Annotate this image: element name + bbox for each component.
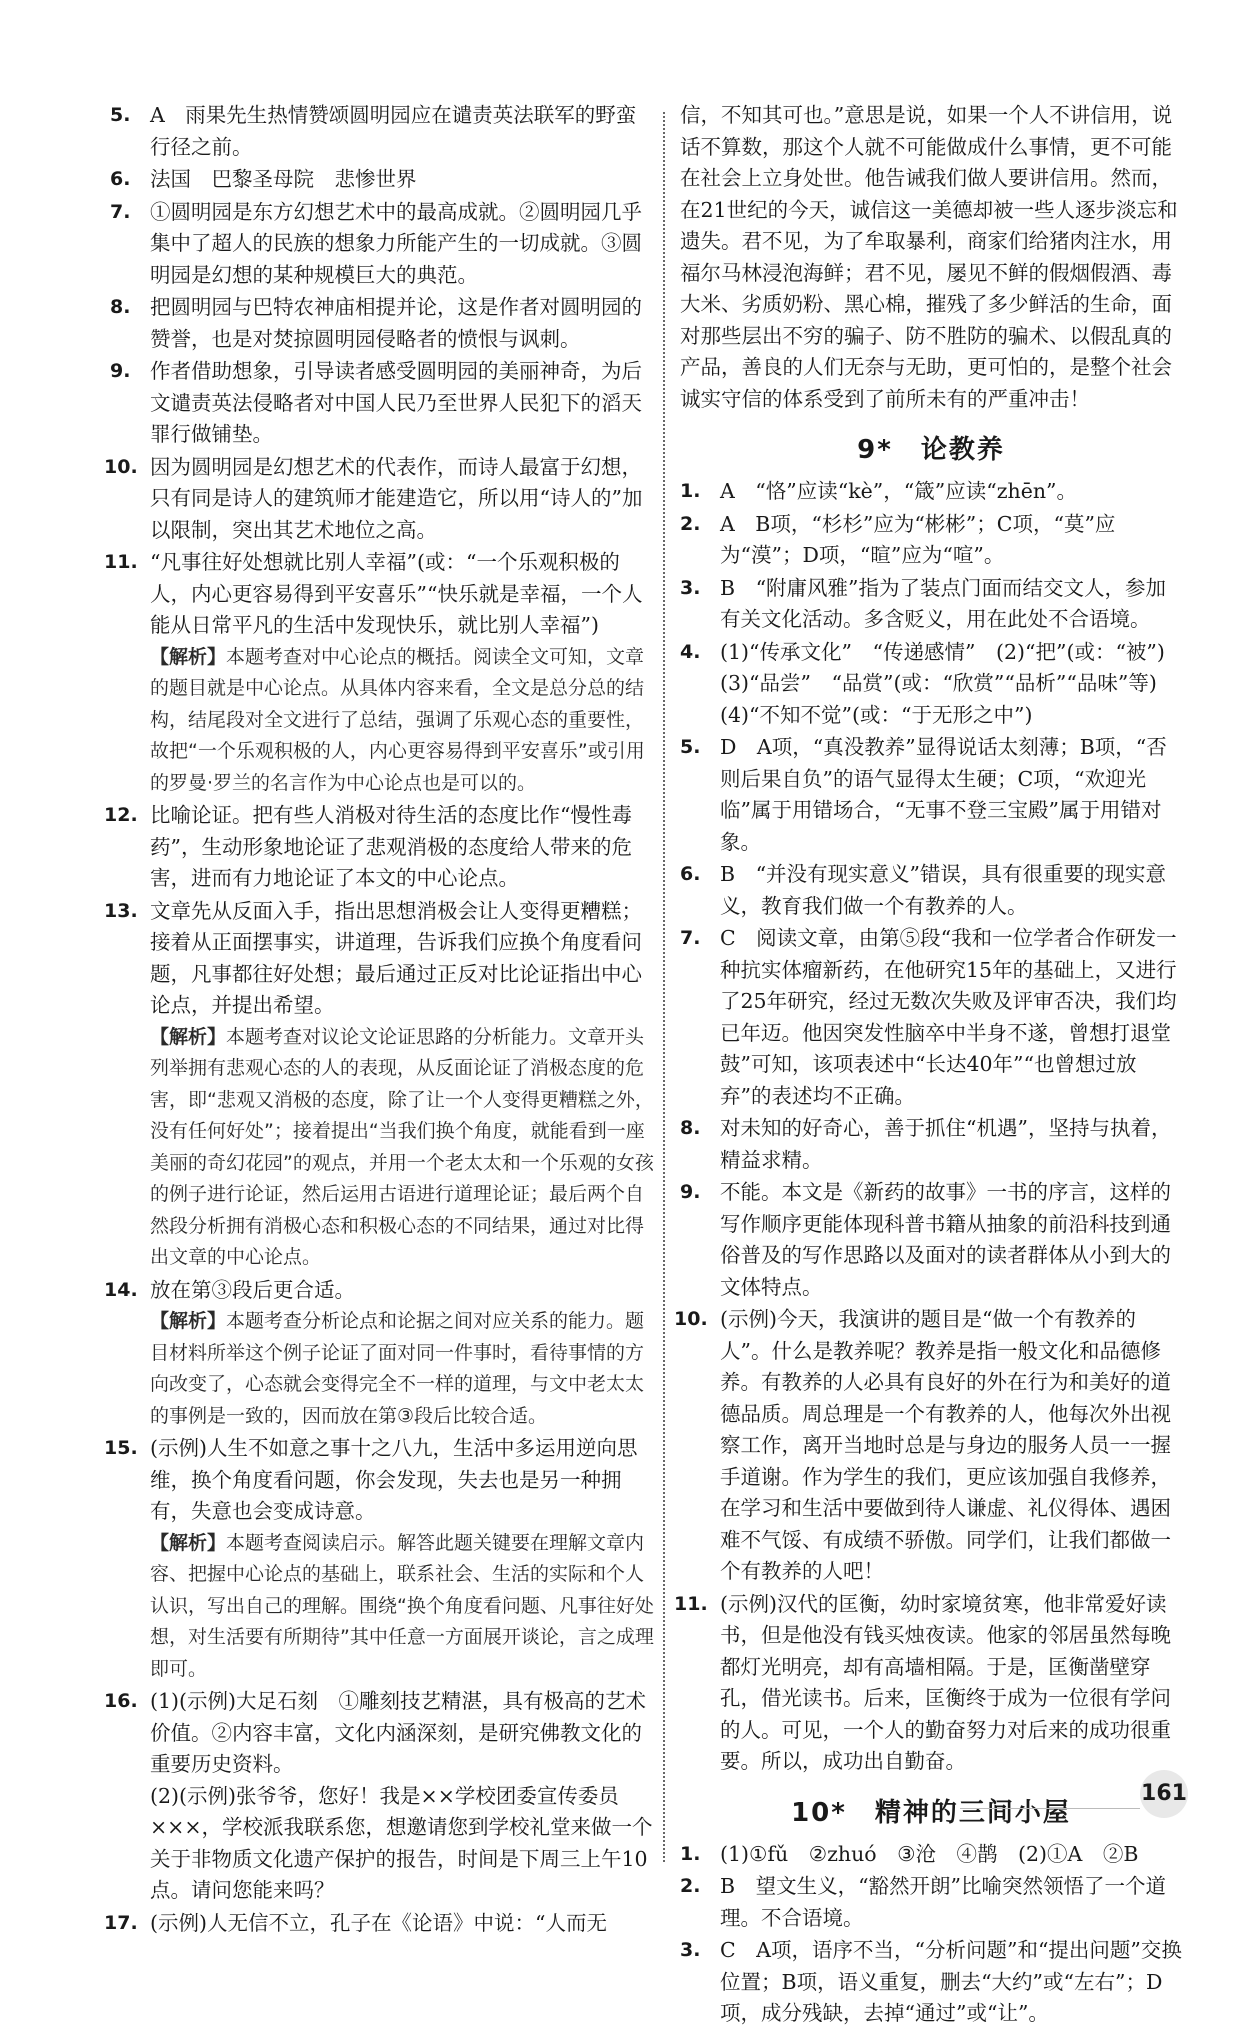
answer-text: (3)“品尝” “品赏”(或：“欣赏”“品析”“品味”等) [720,671,1157,695]
answer-text: 把圆明园与巴特农神庙相提并论，这是作者对圆明园的赞誉，也是对焚掠圆明园侵略者的愤恨与讽刺。 [150,295,642,351]
answer-item [110,356,655,451]
answer-item [104,1908,655,1940]
analysis-note [150,1306,655,1432]
answer-text: (示例)人生不如意之事十之八九，生活中多运用逆向思维，换个角度看问题，你会发现，失去也是另一种拥有，失意也会变成诗意。 [150,1436,638,1523]
answer-text: C 阅读文章，由第⑤段“我和一位学者合作研发一种抗实体瘤新药，在他研究15年的基础上，又进行了25年研究，经过无数次失败及评审否决，我们均已年迈。他因突发性脑卒中半身不遂，曾想打退堂鼓”可知，该项表述中“长达40年”“也曾想过放弃”的表述均不正确。 [720,926,1177,1108]
section-9-number: 9* [857,435,893,465]
answer-item [674,1304,1182,1588]
answer-item [680,509,1182,572]
answer-number: 1. [680,1842,701,1865]
analysis-note [150,1528,655,1686]
answer-item [104,800,655,895]
answer-number: 10. [674,1308,708,1330]
answer-number: 8. [110,296,131,318]
answer-text: “凡事往好处想就比别人幸福”(或：“一个乐观积极的人，内心更容易得到平安喜乐”“快乐就是幸福，一个人能从日常平凡的生活中发现快乐，就比别人幸福”) [150,550,643,637]
analysis-tag: 【解析】 [150,1310,227,1332]
answer-number: 4. [680,640,701,663]
analysis-note [150,1022,655,1274]
analysis-note [150,642,655,800]
answer-number: 5. [110,104,131,126]
answer-text: B 望文生义，“豁然开朗”比喻突然领悟了一个道理。不合语境。 [720,1874,1167,1930]
answer-item [680,476,1182,508]
analysis-text: 本题考查对中心论点的概括。阅读全文可知，文章的题目就是中心论点。从具体内容来看，全文是总分总的结构，结尾段对全文进行了总结，强调了乐观心态的重要性，故把“一个乐观积极的人，内心更容易得到平安喜乐”或引用的罗曼·罗兰的名言作为中心论点也是可以的。 [150,645,645,794]
answer-item [110,292,655,355]
answer-item [104,452,655,547]
answer-text: 比喻论证。把有些人消极对待生活的态度比作“慢性毒药”，生动形象地论证了悲观消极的态度给人带来的危害，进而有力地论证了本文的中心论点。 [150,803,632,890]
answer-number: 6. [680,863,701,885]
section-9-name: 论教养 [920,435,1005,465]
answer-text: (示例)今天，我演讲的题目是“做一个有教养的人”。什么是教养呢？教养是指一般文化和品德修养。有教养的人必具有良好的外在行为和美好的道德品质。周总理是一个有教养的人，他每次外出视察工作，离开当地时总是与身边的服务人员一一握手道谢。作为学生的我们，更应该加强自我修养，在学习和生活中要做到待人谦虚、礼仪得体、遇困难不气馁、有成绩不骄傲。同学们，让我们都做一个有教养的人吧！ [720,1307,1171,1583]
answer-item [104,896,655,1274]
answer-text: 不能。本文是《新药的故事》一书的序言，这样的写作顺序更能体现科普书籍从抽象的前沿科技到通俗普及的写作思路以及面对的读者群体从小到大的文体特点。 [720,1180,1171,1299]
page-footer-rule [960,1808,1140,1809]
answer-item [680,637,1182,732]
section-10-number: 10* [791,1797,847,1828]
answer-number: 11. [104,551,138,573]
answer-text: 文章先从反面入手，指出思想消极会让人变得更糟糕；接着从正面摆事实，讲道理，告诉我们应换个角度看问题，凡事都往好处想；最后通过正反对比论证指出中心论点，并提出希望。 [150,898,642,1017]
answer-number: 1. [680,480,701,502]
answer-number: 3. [680,1939,701,1961]
answer-item [680,732,1182,858]
analysis-text: 本题考查对议论文论证思路的分析能力。文章开头列举拥有悲观心态的人的表现，从反面论证了消极态度的危害，即“悲观又消极的态度，除了让一个人变得更糟糕之外，没有任何好处”；接着提出“当我们换个角度，就能看到一座美丽的奇幻花园”的观点，并用一个老太太和一个乐观的女孩的例子进行论证，然后运用古语进行道理论证；最后两个自然段分析拥有消极心态和积极心态的不同结果，通过对比得出文章的中心论点。 [150,1025,654,1268]
answer-number: 5. [680,736,701,758]
section-9-title [680,429,1182,466]
answer-text: 作者借助想象，引导读者感受圆明园的美丽神奇，为后文谴责英法侵略者对中国人民乃至世界人民犯下的滔天罪行做铺垫。 [150,359,642,446]
answer-item [680,1177,1182,1303]
answer-text: B “并没有现实意义”错误，具有很重要的现实意义，教育我们做一个有教养的人。 [720,862,1167,918]
answer-item [104,1275,655,1433]
answer-item [674,1589,1182,1778]
answer-item [104,547,655,799]
answer-item [680,1113,1182,1176]
answer-item [110,100,655,163]
answer-text: A 雨果先生热情赞颂圆明园应在谴责英法联军的野蛮行径之前。 [150,103,637,159]
left-column [104,100,655,1939]
answer-item [104,1686,655,1907]
section-10-answers [680,1839,1182,2030]
section-10-title [680,1792,1182,1829]
answer-number: 7. [110,200,131,223]
answer-item [110,197,655,292]
section-9-answers [674,476,1182,1778]
analysis-tag: 【解析】 [150,645,227,668]
column-divider [663,112,665,1862]
answer-item [680,859,1182,922]
answer-item [680,923,1182,1112]
answer-text: 对未知的好奇心，善于抓住“机遇”，坚持与执着，精益求精。 [720,1116,1172,1172]
answer-number: 2. [680,1875,701,1897]
answer-text: B “附庸风雅”指为了装点门面而结交文人，参加有关文化活动。多含贬义，用在此处不合语境。 [720,575,1167,631]
answer-text: C A项，语序不当，“分析问题”和“提出问题”交换位置；B项，语义重复，删去“大约”或“左右”；D项，成分残缺，去掉“通过”或“让”。 [720,1938,1182,2025]
answer-text: (2)(示例)张爷爷，您好！我是××学校团委宣传委员×××，学校派我联系您，想邀请您到学校礼堂来做一个关于非物质文化遗产保护的报告，时间是下周三上午10点。请问您能来吗？ [150,1783,653,1902]
answer-number: 15. [104,1437,138,1459]
answer-text: (示例)汉代的匡衡，幼时家境贫寒，他非常爱好读书，但是他没有钱买烛夜读。他家的邻居虽然每晚都灯光明亮，却有高墙相隔。于是，匡衡凿壁穿孔，借光读书。后来，匡衡终于成为一位很有学问的人。可见，一个人的勤奋努力对后来的成功很重要。所以，成功出自勤奋。 [720,1591,1171,1773]
right-column [674,100,1182,2030]
answer-number: 17. [104,1911,138,1934]
answer-number: 6. [110,168,131,190]
answer-text: A B项，“杉杉”应为“彬彬”；C项，“莫”应为“漠”；D项，“暄”应为“喧”。 [720,511,1116,567]
answer-number: 13. [104,899,138,922]
answer-number: 14. [104,1278,138,1301]
answer-number: 8. [680,1117,701,1139]
answer-item [680,573,1182,636]
answer-number: 11. [674,1592,708,1615]
answer-number: 9. [110,360,131,382]
answer-text: (1)(示例)大足石刻 ①雕刻技艺精湛，具有极高的艺术价值。②内容丰富，文化内涵深刻，是研究佛教文化的重要历史资料。 [150,1689,647,1776]
answer-text: 放在第③段后更合适。 [150,1277,355,1302]
answer-number: 2. [680,512,701,535]
answer-text: ①圆明园是东方幻想艺术中的最高成就。②圆明园几乎集中了超人的民族的想象力所能产生的一切成就。③圆明园是幻想的某种规模巨大的典范。 [150,199,642,287]
answer-item [680,1839,1182,1871]
answer-text: A “恪”应读“kè”，“箴”应读“zhēn”。 [720,479,1078,503]
answer-text: (1)①fǔ ②zhuó ③沧 ④鹊 (2)①A ②B [720,1841,1139,1866]
answer-number: 3. [680,576,701,599]
answer-text: 法国 巴黎圣母院 悲惨世界 [150,167,417,191]
answer-text: D A项，“真没教养”显得说话太刻薄；B项，“否则后果自负”的语气显得太生硬；C项，“欢迎光临”属于用错场合，“无事不登三宝殿”属于用错对象。 [720,735,1167,854]
section-10-name: 精神的三间小屋 [874,1797,1071,1828]
answer-number: 7. [680,927,701,949]
answer-item [104,1433,655,1685]
answer-item [680,1871,1182,1934]
answer-item [680,1935,1182,2030]
analysis-tag: 【解析】 [150,1025,227,1048]
continued-answer-17: 信，不知其可也。”意思是说，如果一个人不讲信用，说话不算数，那这个人就不可能做成什么事情，更不可能在社会上立身处世。他告诫我们做人要讲信用。然而，在21世纪的今天，诚信这一美德却被一些人逐步淡忘和遗失。君不见，为了牟取暴利，商家们给猪肉注水，用福尔马林浸泡海鲜；君不见，屡见不鲜的假烟假酒、毒大米、劣质奶粉、黑心棉，摧残了多少鲜活的生命，面对那些层出不穷的骗子、防不胜防的骗术、以假乱真的产品，善良的人们无奈与无助，更可怕的，是整个社会诚实守信的体系受到了前所未有的严重冲击！ [680,103,1178,411]
answer-number: 16. [104,1690,138,1712]
answer-number: 12. [104,804,138,826]
answer-number: 9. [680,1181,701,1203]
answer-text: (4)“不知不觉”(或：“于无形之中”) [720,702,1033,727]
analysis-text: 本题考查分析论点和论据之间对应关系的能力。题目材料所举这个例子论证了面对同一件事时，看待事情的方向改变了，心态就会变得完全不一样的道理，与文中老太太的事例是一致的，因而放在第③段后比较合适。 [150,1310,645,1427]
answer-number: 10. [104,455,138,478]
page-number: 161 [1140,1770,1188,1818]
analysis-text: 本题考查阅读启示。解答此题关键要在理解文章内容、把握中心论点的基础上，联系社会、生活的实际和个人认识，写出自己的理解。围绕“换个角度看问题、凡事往好处想，对生活要有所期待”其中任意一方面展开谈论，言之成理即可。 [150,1531,654,1680]
answer-text: (示例)人无信不立，孔子在《论语》中说：“人而无 [150,1910,607,1935]
answer-item [110,164,655,196]
answer-text: (1)“传承文化” “传递感情” (2)“把”(或：“被”) [720,639,1165,664]
answer-text: 因为圆明园是幻想艺术的代表作，而诗人最富于幻想，只有同是诗人的建筑师才能建造它，所以用“诗人的”加以限制，突出其艺术地位之高。 [150,454,643,542]
analysis-tag: 【解析】 [150,1531,227,1554]
